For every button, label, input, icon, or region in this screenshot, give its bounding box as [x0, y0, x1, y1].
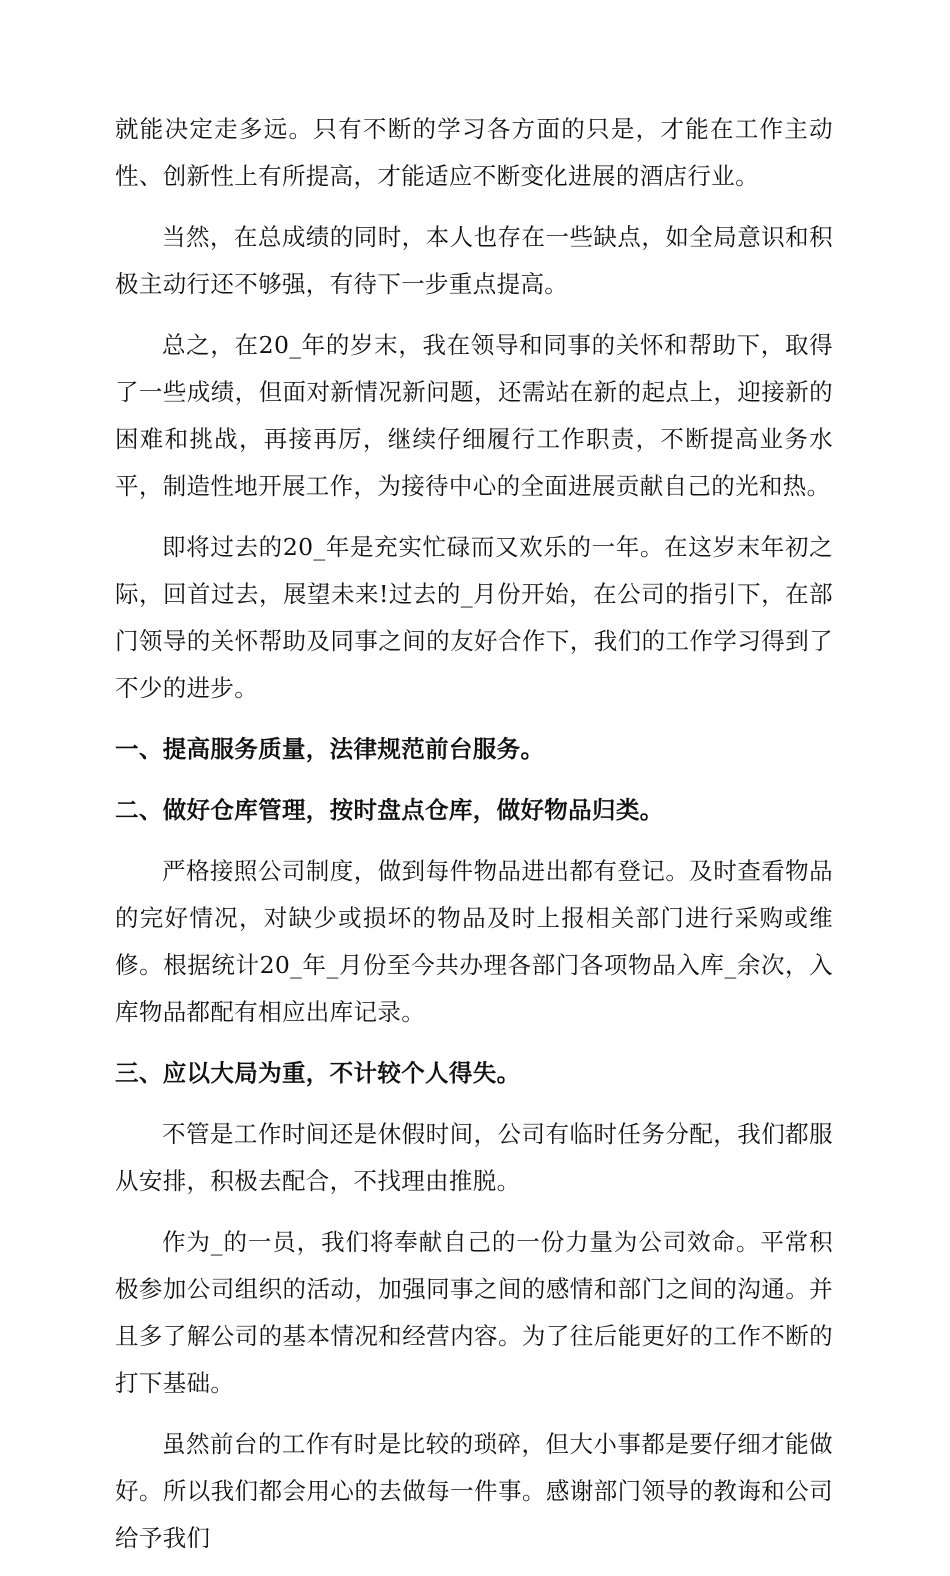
paragraph-warehouse: 严格接照公司制度，做到每件物品进出都有登记。及时查看物品的完好情况，对缺少或损坏的物品及时上报相关部门进行采购或维修。根据统计20_年_月份至今共办理各部门各项物品入库_余次，入库物品都配有相应出库记录。 — [115, 857, 833, 1026]
paragraph-continuation: 就能决定走多远。只有不断的学习各方面的只是，才能在工作主动性、创新性上有所提高，才能适应不断变化进展的酒店行业。 — [115, 115, 833, 190]
paragraph-company-member: 作为_的一员，我们将奉献自己的一份力量为公司效命。平常积极参加公司组织的活动，加强同事之间的感情和部门之间的沟通。并且多了解公司的基本情况和经营内容。为了往后能更好的工作不断的打下基础。 — [115, 1228, 833, 1397]
section-heading-1: 一、提高服务质量，法律规范前台服务。 — [115, 735, 545, 763]
paragraph-year-review: 即将过去的20_年是充实忙碌而又欢乐的一年。在这岁末年初之际，回首过去，展望未来!过去的_月份开始，在公司的指引下，在部门领导的关怀帮助及同事之间的友好合作下，我们的工作学习得到了不少的进步。 — [115, 533, 833, 702]
paragraph-summary: 总之，在20_年的岁末，我在领导和同事的关怀和帮助下，取得了一些成绩，但面对新情况新问题，还需站在新的起点上，迎接新的困难和挑战，再接再厉，继续仔细履行工作职责，不断提高业务水平，制造性地开展工作，为接待中心的全面进展贡献自己的光和热。 — [115, 331, 833, 500]
paragraph-front-desk: 虽然前台的工作有时是比较的琐碎，但大小事都是要仔细才能做好。所以我们都会用心的去做每一件事。感谢部门领导的教诲和公司给予我们 — [115, 1430, 833, 1552]
section-heading-2: 二、做好仓库管理，按时盘点仓库，做好物品归类。 — [115, 796, 664, 824]
paragraph-overall-interest: 不管是工作时间还是休假时间，公司有临时任务分配，我们都服从安排，积极去配合，不找理由推脱。 — [115, 1120, 833, 1195]
document-body — [115, 106, 833, 1576]
paragraph-shortcomings: 当然，在总成绩的同时，本人也存在一些缺点，如全局意识和积极主动行还不够强，有待下一步重点提高。 — [115, 223, 833, 298]
section-heading-3: 三、应以大局为重，不计较个人得失。 — [115, 1059, 521, 1087]
